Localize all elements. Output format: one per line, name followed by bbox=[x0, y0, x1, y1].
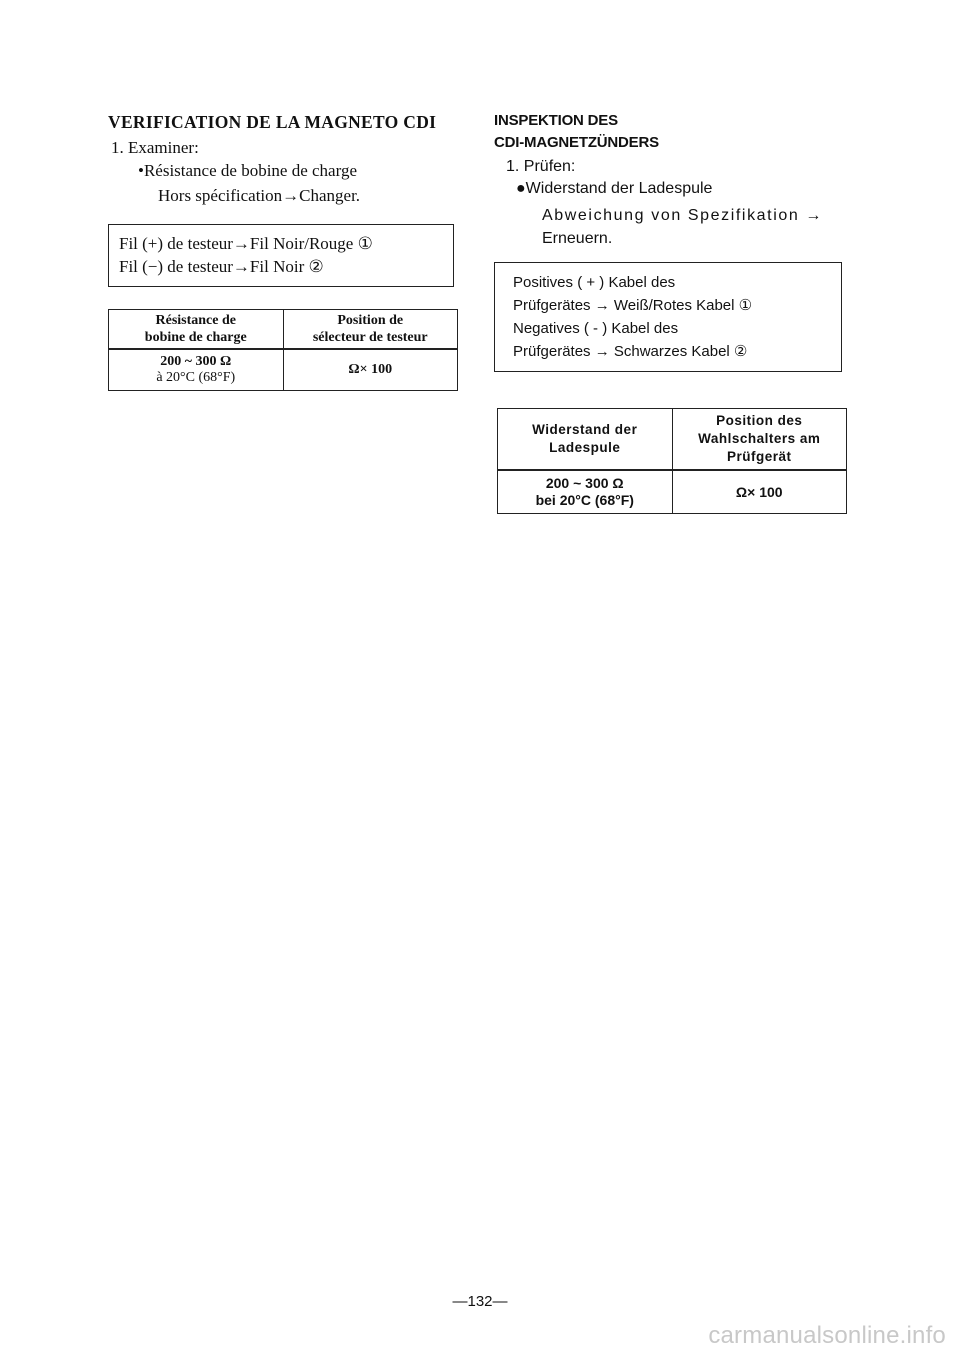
german-sub-line-2: Erneuern. bbox=[542, 230, 613, 247]
german-sub-line-1: Abweichung von Spezifikation → bbox=[542, 207, 824, 224]
table-header-cell bbox=[498, 409, 673, 471]
german-title-line-1: INSPEKTION DES bbox=[494, 112, 618, 129]
header-text: Position de bbox=[337, 313, 404, 328]
french-step: 1. Examiner: bbox=[111, 138, 199, 157]
table-cell bbox=[283, 349, 458, 391]
german-box-line-4: Prüfgerätes → Schwarzes Kabel ② bbox=[513, 343, 748, 360]
table-cell bbox=[498, 470, 673, 514]
french-box-line-2: Fil (−) de testeur→Fil Noir ② bbox=[119, 257, 324, 276]
table-header-cell bbox=[109, 310, 284, 350]
table-header-cell bbox=[283, 310, 458, 350]
watermark: carmanualsonline.info bbox=[708, 1322, 946, 1349]
header-text: Wahlschalters am bbox=[698, 431, 821, 446]
table-row bbox=[109, 349, 458, 391]
header-text: sélecteur de testeur bbox=[312, 330, 428, 345]
german-box-line-3: Negatives ( - ) Kabel des bbox=[513, 320, 679, 337]
header-text: Position des bbox=[716, 413, 803, 428]
cell-text: bei 20°C (68°F) bbox=[535, 492, 634, 508]
german-step: 1. Prüfen: bbox=[506, 158, 576, 175]
table-cell bbox=[672, 470, 847, 514]
german-box-line-1: Positives ( + ) Kabel des bbox=[513, 274, 676, 291]
page-number: —132— bbox=[452, 1293, 508, 1310]
table-cell bbox=[109, 349, 284, 391]
cell-text: 200 ~ 300 Ω bbox=[545, 475, 624, 491]
header-text: Prüfgerät bbox=[726, 449, 792, 464]
cell-text: Ω× 100 bbox=[735, 483, 783, 500]
german-title-line-2: CDI-MAGNETZÜNDERS bbox=[494, 134, 659, 151]
french-title: VERIFICATION DE LA MAGNETO CDI bbox=[108, 112, 437, 132]
french-box-line-1: Fil (+) de testeur→Fil Noir/Rouge ① bbox=[119, 234, 373, 253]
header-text: Ladespule bbox=[549, 440, 621, 455]
table-header-row bbox=[109, 310, 458, 350]
german-bullet: ●Widerstand der Ladespule bbox=[516, 180, 713, 197]
german-section bbox=[494, 110, 854, 514]
table-header-cell bbox=[672, 409, 847, 471]
header-text: bobine de charge bbox=[144, 330, 247, 345]
cell-text: à 20°C (68°F) bbox=[156, 370, 236, 385]
french-tester-box bbox=[108, 224, 454, 287]
french-bullet: •Résistance de bobine de charge bbox=[138, 161, 357, 180]
german-box-line-2: Prüfgerätes → Weiß/Rotes Kabel ① bbox=[513, 297, 753, 314]
german-spec-table bbox=[497, 408, 847, 514]
header-text: Résistance de bbox=[155, 313, 236, 328]
cell-text: Ω× 100 bbox=[348, 362, 393, 377]
german-tester-box bbox=[494, 262, 842, 372]
table-header-row bbox=[498, 409, 847, 471]
french-sub-text: Hors spécification→Changer. bbox=[158, 186, 361, 205]
table-row bbox=[498, 470, 847, 514]
header-text: Widerstand der bbox=[532, 422, 638, 437]
french-section bbox=[108, 112, 460, 391]
french-spec-table bbox=[108, 309, 458, 391]
cell-text: 200 ~ 300 Ω bbox=[160, 354, 232, 369]
